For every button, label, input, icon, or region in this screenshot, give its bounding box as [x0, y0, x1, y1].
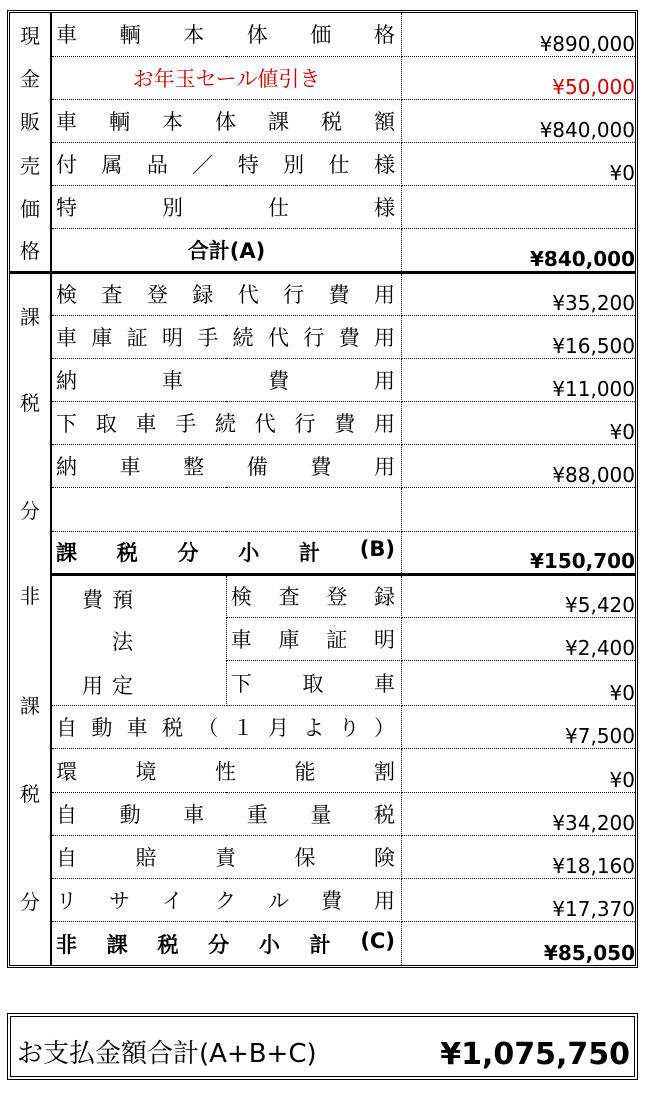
section-label-char: 税 [10, 358, 51, 444]
label-char: 納 [56, 368, 77, 393]
value-legal-inspection-registration: ¥5,420 [402, 574, 636, 617]
label-char: 課 [56, 541, 77, 566]
label-char: 本 [183, 23, 205, 48]
label-char: 険 [374, 845, 395, 870]
section-label-char: 税 [10, 749, 51, 835]
value-delivery-fee: ¥11,000 [402, 358, 636, 401]
label-char: 用 [373, 283, 395, 308]
item-special-spec [51, 186, 402, 229]
label-char: 特 [237, 153, 259, 178]
label-char: 車 [135, 412, 157, 437]
grand-total-label: お支払金額合計(A+B+C) [17, 1039, 317, 1069]
label-char: ／ [192, 153, 214, 178]
item-discount: お年玉セール値引き [51, 56, 402, 99]
label-char: 動 [91, 716, 113, 741]
label-char: 輌 [109, 109, 130, 134]
value-tradein-fee: ¥0 [402, 402, 636, 445]
justified-label [52, 537, 401, 567]
label-char: 車 [183, 802, 205, 827]
label-char: 登 [146, 283, 168, 308]
section-label-char: 分 [10, 835, 51, 965]
price-table-frame [7, 10, 638, 968]
label-char: 分 [177, 541, 199, 566]
label-char: 庫 [91, 325, 113, 350]
label-char: 責 [215, 845, 236, 870]
label-char: 検 [56, 283, 77, 308]
section-label-char: 販 [10, 99, 51, 142]
justified-label [52, 149, 401, 179]
value-garage-certificate-fee: ¥16,500 [402, 315, 636, 358]
justified-label [227, 668, 401, 698]
subtotal-b-label [51, 531, 402, 574]
label-char: 自 [56, 716, 77, 741]
section-label-char: 課 [10, 661, 51, 749]
label-char: 庫 [278, 627, 300, 652]
label-char: 賠 [135, 845, 157, 870]
label-char: 別 [283, 153, 305, 178]
justified-label [52, 756, 401, 786]
label-char: 輌 [119, 23, 141, 48]
label-char: (C) [360, 928, 395, 953]
label-char: 代 [267, 325, 289, 350]
label-char: 査 [101, 283, 123, 308]
value-delivery-maintenance-fee: ¥88,000 [402, 445, 636, 488]
label-char: 手 [197, 325, 219, 350]
label-char: 行 [294, 412, 316, 437]
item-inspection-registration-fee [51, 272, 402, 315]
label-char: 計 [299, 541, 320, 566]
price-table [10, 13, 635, 965]
label-char: 自 [56, 802, 77, 827]
label-char: 続 [232, 325, 254, 350]
label-char: よ [303, 716, 325, 741]
value-automobile-tax: ¥7,500 [402, 706, 636, 749]
label-char: ） [373, 716, 395, 741]
label-char: 車 [119, 455, 141, 480]
label-char: 費 [328, 283, 350, 308]
label-char: 小 [258, 932, 280, 957]
label-char: 税 [157, 932, 179, 957]
subtotal-c-value: ¥85,050 [543, 941, 635, 965]
label-char: 重 [246, 802, 268, 827]
item-tradein-fee [51, 402, 402, 445]
label-char: 査 [278, 585, 300, 610]
label-char: 車 [56, 109, 77, 134]
label-char: 計 [309, 932, 331, 957]
item-delivery-fee [51, 358, 402, 401]
item-weight-tax [51, 792, 402, 835]
label-char: 本 [162, 109, 183, 134]
label-char: 備 [246, 455, 268, 480]
label-char: (B) [359, 537, 395, 562]
label-char: 品 [146, 153, 168, 178]
value-liability-insurance: ¥18,160 [402, 835, 636, 878]
label-char: 下 [56, 412, 77, 437]
label-char: 様 [373, 153, 395, 178]
label-char: 税 [321, 109, 342, 134]
justified-label [52, 106, 401, 136]
value-taxable-vehicle-amount: ¥840,000 [402, 99, 636, 142]
section-label-char: 格 [10, 229, 51, 272]
section-label-char: 売 [10, 143, 51, 186]
label-char: 録 [374, 585, 395, 610]
label-char: 小 [238, 541, 260, 566]
section-label-char: 課 [10, 272, 51, 358]
label-char: 自 [56, 845, 77, 870]
item-taxable-vehicle-amount [51, 99, 402, 142]
label-char: 行 [283, 283, 305, 308]
justified-label [52, 365, 401, 395]
label-char: 車 [374, 672, 395, 697]
value-discount: ¥50,000 [402, 56, 636, 99]
item-environmental-tax [51, 749, 402, 792]
item-legal-inspection-registration [226, 574, 401, 617]
label-char: 納 [56, 455, 77, 480]
label-char: イ [162, 889, 183, 914]
label-char: 明 [374, 627, 395, 652]
legal-fee-char: 預 [112, 587, 133, 612]
label-char: サ [109, 889, 130, 914]
value-inspection-registration-fee: ¥35,200 [402, 272, 636, 315]
label-char: 仕 [328, 153, 350, 178]
item-blank [51, 488, 402, 531]
label-char: 付 [56, 153, 77, 178]
legal-fee-group-label [51, 574, 226, 706]
label-char: １ [232, 716, 254, 741]
label-char: 用 [374, 368, 395, 393]
label-char: 手 [175, 412, 197, 437]
label-char: 体 [246, 23, 268, 48]
item-automobile-tax [51, 706, 402, 749]
label-char: 環 [56, 759, 77, 784]
value-recycling-fee: ¥17,370 [402, 878, 636, 921]
subtotal-a-value: ¥840,000 [402, 229, 636, 272]
item-delivery-maintenance-fee [51, 445, 402, 488]
item-recycling-fee [51, 878, 402, 921]
label-char: 割 [374, 759, 395, 784]
subtotal-a-label: 合計(A) [51, 229, 402, 272]
item-liability-insurance [51, 835, 402, 878]
label-char: 税 [161, 716, 183, 741]
label-char: 非 [56, 932, 77, 957]
label-char: 分 [208, 932, 230, 957]
label-char: 検 [230, 585, 252, 610]
section-label-char: 非 [10, 574, 51, 660]
label-char: 性 [215, 759, 236, 784]
item-legal-tradein [226, 661, 401, 706]
label-char: 月 [267, 716, 289, 741]
value-vehicle-price: ¥890,000 [402, 13, 636, 56]
label-char: 用 [374, 412, 395, 437]
grand-total-value: ¥1,075,750 [440, 1037, 630, 1072]
justified-label [52, 712, 401, 742]
justified-label [52, 929, 401, 959]
subtotal-c-label [51, 922, 402, 965]
value-blank [402, 488, 636, 531]
justified-label [52, 19, 401, 49]
label-char: 取 [302, 672, 324, 697]
label-char: 登 [326, 585, 348, 610]
label-char: 量 [310, 802, 332, 827]
label-char: リ [56, 889, 77, 914]
justified-label [227, 624, 401, 654]
label-char: 体 [215, 109, 236, 134]
label-char: 能 [294, 759, 316, 784]
label-char: 費 [338, 325, 360, 350]
justified-label [52, 799, 401, 829]
section-label-char: 金 [10, 56, 51, 99]
justified-label [52, 279, 401, 309]
value-accessories: ¥0 [402, 143, 636, 186]
label-char: 課 [268, 109, 289, 134]
label-char: 明 [161, 325, 183, 350]
label-char: 車 [56, 23, 77, 48]
subtotal-b-value: ¥150,700 [402, 531, 636, 574]
label-char: 車 [230, 627, 252, 652]
label-char: 用 [373, 325, 395, 350]
label-char: 取 [95, 412, 117, 437]
label-char: 車 [126, 716, 148, 741]
label-char: 証 [326, 627, 348, 652]
label-char: 属 [101, 153, 123, 178]
label-char: ル [268, 889, 289, 914]
legal-fee-char: 用 [82, 673, 103, 698]
value-environmental-tax: ¥0 [402, 749, 636, 792]
value-legal-garage-certificate: ¥2,400 [402, 617, 636, 660]
label-char: 課 [106, 932, 128, 957]
label-char: 別 [162, 196, 183, 221]
label-char: 保 [294, 845, 316, 870]
section-label-char: 現 [10, 13, 51, 56]
label-char: ク [215, 889, 236, 914]
label-char: 税 [373, 802, 395, 827]
label-char: 代 [254, 412, 276, 437]
justified-label [52, 451, 401, 481]
legal-fee-chars [52, 576, 226, 705]
label-char: 行 [303, 325, 325, 350]
section-label-char: 価 [10, 186, 51, 229]
legal-fee-char: 定 [112, 673, 133, 698]
label-char: 続 [215, 412, 236, 437]
label-char: 費 [310, 455, 332, 480]
label-char: 車 [56, 325, 77, 350]
item-vehicle-price [51, 13, 402, 56]
item-legal-garage-certificate [226, 617, 401, 660]
justified-label [52, 408, 401, 438]
legal-fee-char: 費 [82, 587, 103, 612]
section-label-char: 分 [10, 445, 51, 575]
justified-label [52, 885, 401, 915]
justified-label [52, 842, 401, 872]
label-char: 格 [373, 23, 395, 48]
value-legal-tradein: ¥0 [402, 661, 636, 706]
label-char: 車 [162, 368, 183, 393]
label-char: 動 [119, 802, 141, 827]
justified-label [52, 192, 401, 222]
legal-fee-char: 法 [112, 629, 133, 654]
label-char: 税 [116, 541, 138, 566]
label-char: 下 [230, 672, 252, 697]
label-char: 額 [374, 109, 395, 134]
justified-label [227, 581, 401, 611]
label-char: （ [197, 716, 219, 741]
item-garage-certificate-fee [51, 315, 402, 358]
label-char: 代 [237, 283, 259, 308]
label-char: 証 [126, 325, 148, 350]
label-char: り [338, 716, 360, 741]
justified-label [52, 322, 401, 352]
item-accessories [51, 143, 402, 186]
value-weight-tax: ¥34,200 [402, 792, 636, 835]
grand-total-box [7, 1013, 638, 1080]
label-char: 境 [135, 759, 157, 784]
label-char: 用 [374, 889, 395, 914]
label-char: 費 [321, 889, 342, 914]
label-char: 特 [56, 196, 77, 221]
label-char: 費 [334, 412, 356, 437]
label-char: 用 [373, 455, 395, 480]
label-char: 整 [183, 455, 205, 480]
label-char: 費 [268, 368, 289, 393]
label-char: 録 [192, 283, 214, 308]
value-special-spec [402, 186, 636, 229]
label-char: 仕 [268, 196, 289, 221]
label-char: 価 [310, 23, 332, 48]
label-char: 様 [374, 196, 395, 221]
